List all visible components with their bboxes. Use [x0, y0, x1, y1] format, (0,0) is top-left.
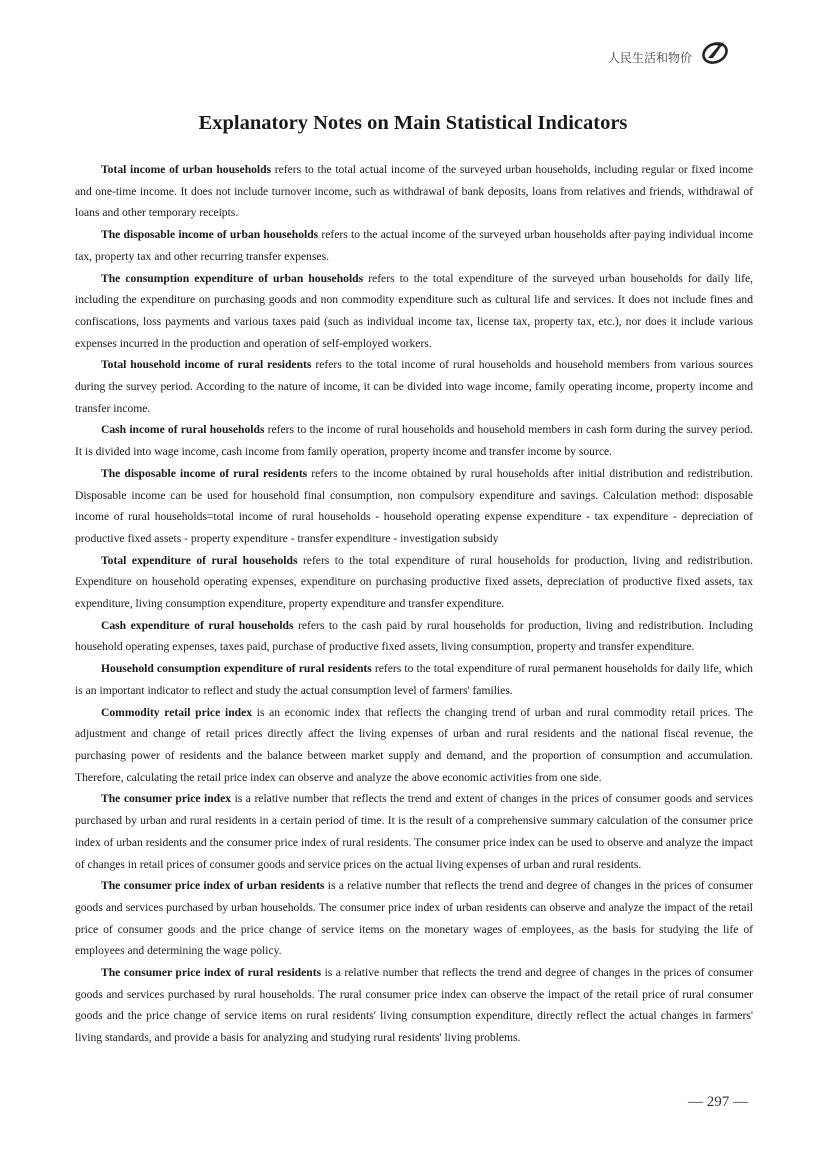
notes-body: [75, 159, 753, 1049]
indicator-term: Total income of urban households: [101, 163, 272, 176]
indicator-definition: is a relative number that reflects the trend and extent of changes in the prices of consumer goods and services purchased by urban and rural residents in a certain period of time. It is the result of a comprehensive summary calculation of the consumer price index of urban residents and the consumer price index of rural residents. The consumer price index can be used to observe and analyze the impact of changes in retail prices of consumer goods and service prices on the actual living expenses of urban and rural residents.: [75, 792, 753, 871]
indicator-term: Commodity retail price index: [101, 705, 253, 719]
indicator-definition: refers to the total income of rural households and household members from various sources during the survey period. According to the nature of income, it can be divided into wage income, family operating income, property income and transfer income.: [75, 358, 753, 415]
note-paragraph: [75, 702, 753, 789]
note-paragraph: [75, 268, 753, 355]
indicator-definition: refers to the actual income of the surveyed urban households after paying individual income tax, property tax and other recurring transfer expenses.: [75, 228, 753, 263]
note-paragraph: [75, 354, 753, 419]
indicator-term: Cash expenditure of rural households: [101, 618, 294, 632]
indicator-term: The consumer price index: [101, 792, 232, 806]
indicator-term: The consumer price index of rural residents: [101, 966, 322, 980]
indicator-term: The consumption expenditure of urban households: [101, 271, 364, 285]
indicator-definition: is a relative number that reflects the trend and degree of changes in the prices of consumer goods and services purchased by urban households. The consumer price index of urban residents can observe and analyze the impact of the retail price of consumer goods and the price change of service items on the monetary wages of employees, as the basis for studying the life of employees and determining the wage policy.: [75, 879, 753, 958]
note-paragraph: [75, 615, 753, 658]
note-paragraph: [75, 224, 753, 267]
indicator-definition: refers to the total expenditure of rural households for production, living and redistribution. Expenditure on household operating expenses, expenditure on purchasing productive fixed assets, depreciation of productive fixed assets, tax expenditure, living consumption expenditure, property expenditure and transfer expenditure.: [75, 553, 753, 611]
note-paragraph: [75, 788, 753, 875]
note-paragraph: [75, 658, 753, 701]
indicator-term: The disposable income of rural residents: [101, 466, 308, 480]
running-header-title: 人民生活和物价: [607, 50, 692, 65]
indicator-term: The consumer price index of urban residents: [101, 879, 325, 893]
note-paragraph: [75, 419, 753, 462]
page-title: Explanatory Notes on Main Statistical Indicators: [198, 112, 628, 134]
running-header: [608, 38, 730, 66]
note-paragraph: [75, 962, 753, 1049]
stylized-emblem-icon: [700, 38, 730, 66]
indicator-definition: refers to the income of rural households and household members in cash form during the survey period. It is divided into wage income, cash income from family operation, property income and transfer income by source.: [75, 423, 753, 459]
indicator-definition: refers to the income obtained by rural households after initial distribution and redistribution. Disposable income can be used for household final consumption, non compulsory expenditure and savings. Calculation method: disposable income of rural households=total income of rural households - household operating expense expenditure - tax expenditure - depreciation of productive fixed assets - property expenditure - transfer expenditure - investigation subsidy: [75, 466, 753, 545]
note-paragraph: [75, 159, 753, 224]
indicator-definition: refers to the total actual income of the surveyed urban households, including regular or fixed income and one-time income. It does not include turnover income, such as withdrawal of bank deposits, loans from relatives and friends, withdrawal of loans and other temporary receipts.: [75, 163, 754, 220]
indicator-term: Total household income of rural residents: [101, 358, 312, 372]
indicator-definition: is a relative number that reflects the trend and degree of changes in the prices of consumer goods and services purchased by rural households. The rural consumer price index can observe the impact of the retail price of rural consumer goods and the price change of service items on rural residents' living consumption expenditure, directly reflect the actual changes in farmers' living standards, and provide a basis for analyzing and studying rural residents' living problems.: [75, 966, 753, 1045]
indicator-definition: refers to the total expenditure of rural permanent households for daily life, which is an important indicator to reflect and study the actual consumption level of farmers' families.: [75, 662, 753, 697]
indicator-term: Total expenditure of rural households: [101, 553, 298, 567]
note-paragraph: [75, 875, 753, 962]
indicator-definition: refers to the cash paid by rural households for production, living and redistribution. Including household operating expenses, taxes paid, purchase of productive fixed assets, living consumption, property and transfer expenditure.: [75, 618, 753, 654]
note-paragraph: [75, 463, 753, 550]
note-paragraph: [75, 550, 753, 615]
indicator-definition: refers to the total expenditure of the surveyed urban households for daily life, including the expenditure on purchasing goods and non commodity expenditure such as cultural life and services. It does not include fines and confiscations, loss payments and various taxes paid (such as individual income tax, license tax, property tax, etc.), nor does it include various expenses incurred in the production and operation of self-employed workers.: [75, 271, 753, 350]
indicator-term: Household consumption expenditure of rural residents: [101, 662, 372, 676]
indicator-term: Cash income of rural households: [101, 423, 265, 437]
page-number: — 297 —: [688, 1094, 748, 1110]
indicator-term: The disposable income of urban households: [101, 228, 319, 242]
indicator-definition: is an economic index that reflects the changing trend of urban and rural commodity retail prices. The adjustment and change of retail prices directly affect the living expenses of urban and rural residents and the national fiscal revenue, the purchasing power of residents and the balance between market supply and demand, and the proportion of consumption and accumulation. Therefore, calculating the retail price index can observe and analyze the above economic activities from one side.: [75, 705, 753, 784]
